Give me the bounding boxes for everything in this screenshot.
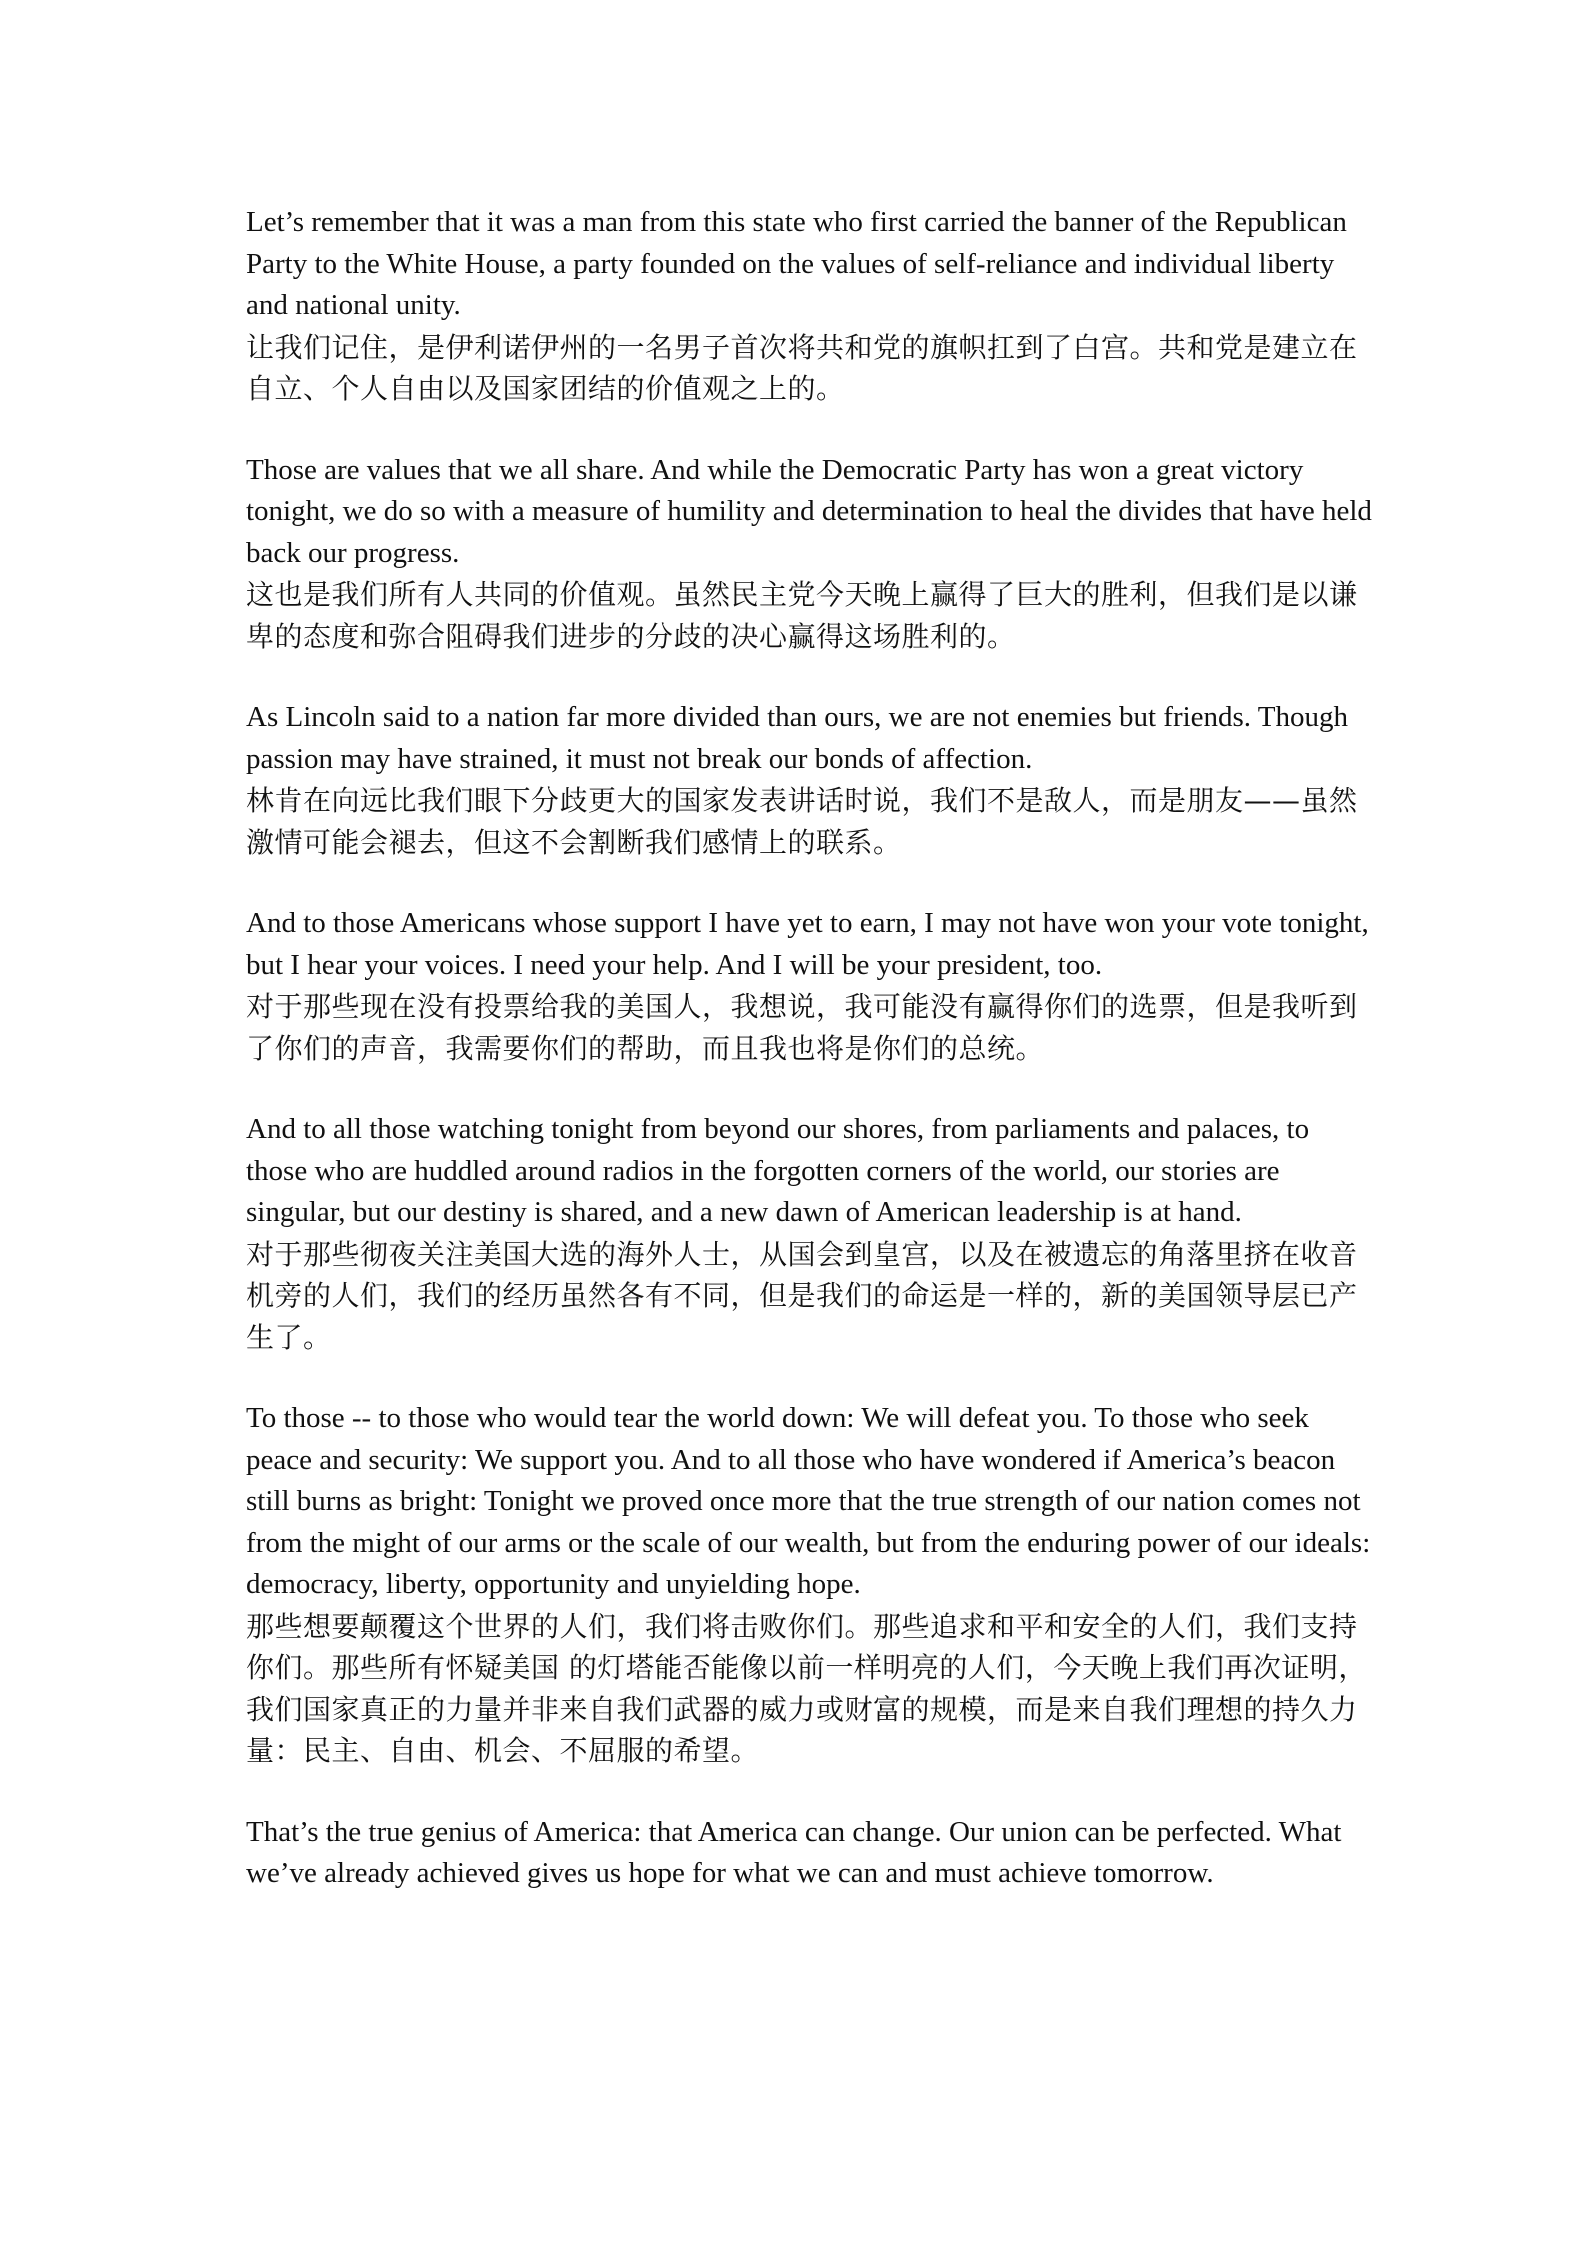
chinese-translation: 对于那些彻夜关注美国大选的海外人士，从国会到皇宫，以及在被遗忘的角落里挤在收音机旁的人们，我们的经历虽然各有不同，但是我们的命运是一样的，新的美国领导层已产生了。 (246, 1237, 1358, 1354)
chinese-translation: 这也是我们所有人共同的价值观。虽然民主党今天晚上赢得了巨大的胜利，但我们是以谦卑的态度和弥合阻碍我们进步的分歧的决心赢得这场胜利的。 (246, 578, 1358, 653)
english-text: That’s the true genius of America: that America can change. Our union can be perfected. What we’ve already achieved gives us hope for what we can and must achieve tomorrow. (246, 1815, 1342, 1889)
english-text: And to all those watching tonight from beyond our shores, from parliaments and palaces, to those who are huddled around radios in the forgotten corners of the world, our stories are singular, but our destiny is shared, and a new dawn of American leadership is at hand. (246, 1113, 1310, 1228)
english-text: And to those Americans whose support I have yet to earn, I may not have won your vote tonight, but I hear your voices. I need your help. And I will be your president, too. (246, 907, 1369, 981)
english-text: As Lincoln said to a nation far more divided than ours, we are not enemies but friends. Though passion may have strained, it must not break our bonds of affection. (246, 701, 1348, 775)
english-text: To those -- to those who would tear the world down: We will defeat you. To those who seek peace and security: We support you. And to all those who have wondered if America’s beacon still burns as bright: Tonight we proved once more that the true strength of our nation comes not from the might of our arms or the scale of our wealth, but from the enduring power of our ideals: democracy, liberty, opportunity and unyielding hope. (246, 1402, 1371, 1600)
paragraph-4 (246, 903, 1376, 1069)
paragraph-7 (246, 1812, 1376, 1895)
chinese-translation: 让我们记住，是伊利诺伊州的一名男子首次将共和党的旗帜扛到了白宫。共和党是建立在自立、个人自由以及国家团结的价值观之上的。 (246, 330, 1358, 405)
paragraph-6 (246, 1398, 1376, 1772)
paragraph-5 (246, 1109, 1376, 1358)
chinese-translation: 对于那些现在没有投票给我的美国人，我想说，我可能没有赢得你们的选票，但是我听到了你们的声音，我需要你们的帮助，而且我也将是你们的总统。 (246, 990, 1358, 1065)
english-text: Those are values that we all share. And while the Democratic Party has won a great victory tonight, we do so with a measure of humility and determination to heal the divides that have held back our progress. (246, 453, 1372, 569)
paragraph-2 (246, 450, 1376, 658)
chinese-translation: 那些想要颠覆这个世界的人们，我们将击败你们。那些追求和平和安全的人们，我们支持你们。那些所有怀疑美国 的灯塔能否能像以前一样明亮的人们，今天晚上我们再次证明，我们国家真正的力量并非来自我们武器的威力或财富的规模，而是来自我们理想的持久力量：民主、自由、机会、不屈服的希望。 (246, 1609, 1367, 1767)
english-text: Let’s remember that it was a man from this state who first carried the banner of the Republican Party to the White House, a party founded on the values of self-reliance and individual liberty and national unity. (246, 206, 1347, 321)
paragraph-1 (246, 202, 1376, 410)
document-page (246, 202, 1376, 1935)
chinese-translation: 林肯在向远比我们眼下分歧更大的国家发表讲话时说，我们不是敌人，而是朋友——虽然激情可能会褪去，但这不会割断我们感情上的联系。 (246, 784, 1358, 859)
paragraph-3 (246, 697, 1376, 863)
